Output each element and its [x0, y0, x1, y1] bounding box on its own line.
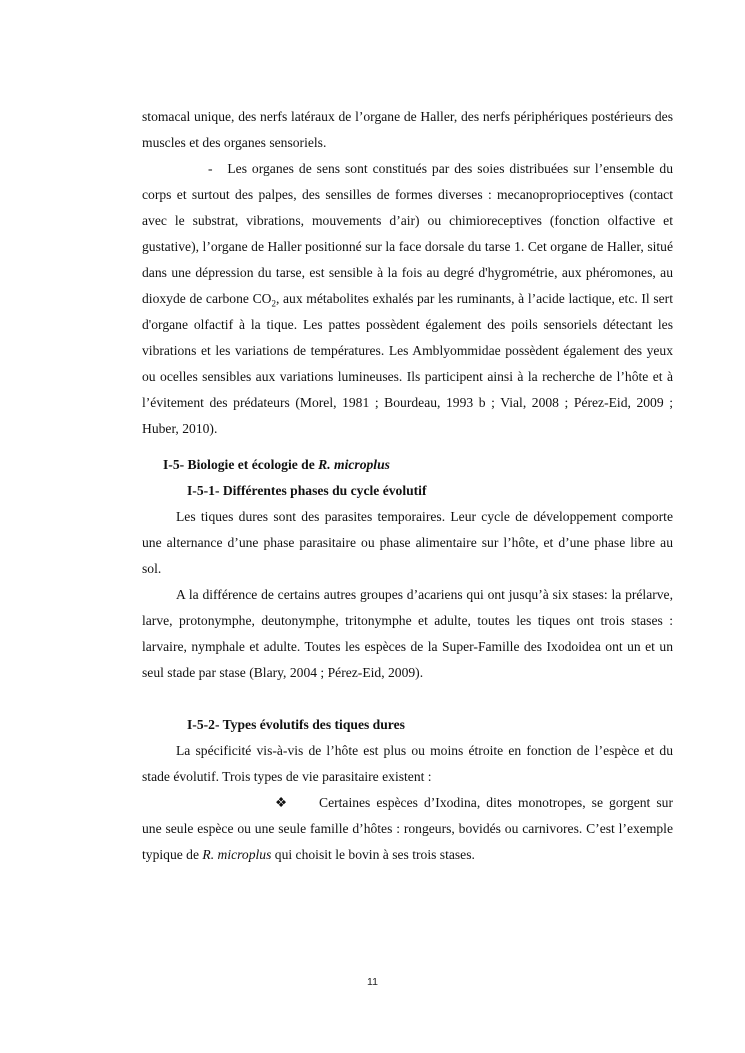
bullet-species: R. microplus	[202, 847, 272, 862]
list-dash: -	[208, 161, 213, 176]
bullet-item-monotropes	[142, 790, 673, 868]
page-number: 11	[367, 976, 378, 988]
paragraph-sense-organs	[142, 156, 673, 442]
section-heading-i51: I-5-1- Différentes phases du cycle évolutif	[187, 483, 427, 498]
section-heading-i5-species: R. microplus	[318, 457, 390, 472]
diamond-bullet-icon: ❖	[275, 795, 288, 810]
page-body	[142, 104, 673, 868]
bullet-text: Certaines espèces d’Ixodina, dites monotropes, se gorgent sur une seule espèce ou une seule famille d’hôtes : rongeurs, bovidés ou carnivores. C’est l’exemple typique de	[142, 795, 673, 862]
section-heading-i52: I-5-2- Types évolutifs des tiques dures	[187, 717, 405, 732]
sense-organs-text-end: , aux métabolites exhalés par les ruminants, à l’acide lactique, etc. Il sert d'organe olfactif à la tique. Les pattes possèdent également des poils sensoriels détectant les vibrations et les variations de températures. Les Amblyommidae possèdent également des yeux ou ocelles sensibles aux variations lumineuses. Ils participent ainsi à la recherche de l’hôte et à l’évitement des prédateurs (Morel, 1981 ; Bourdeau, 1993 b ; Vial, 2008 ; Pérez-Eid, 2009 ; Huber, 2010).	[142, 291, 673, 436]
co2-subscript: 2	[271, 298, 276, 309]
bullet-text-end: qui choisit le bovin à ses trois stases.	[271, 847, 475, 862]
paragraph-cycle-phases: Les tiques dures sont des parasites temporaires. Leur cycle de développement comporte une alternance d’une phase parasitaire ou phase alimentaire sur l’hôte, et d’une phase libre au sol.	[142, 509, 673, 576]
paragraph-host-specificity: La spécificité vis-à-vis de l’hôte est plus ou moins étroite en fonction de l’espèce et du stade évolutif. Trois types de vie parasitaire existent :	[142, 743, 673, 784]
paragraph-stases: A la différence de certains autres groupes d’acariens qui ont jusqu’à six stases: la prélarve, larve, protonymphe, deutonymphe, tritonymphe et adulte, toutes les tiques ont trois stases : larvaire, nymphale et adulte. Toutes les espèces de la Super-Famille des Ixodoidea ont un et un seul stade par stase (Blary, 2004 ; Pérez-Eid, 2009).	[142, 587, 673, 680]
section-heading-i5-prefix: I-5- Biologie et écologie de	[163, 457, 319, 472]
paragraph-nervous-system: stomacal unique, des nerfs latéraux de l’organe de Haller, des nerfs périphériques postérieurs des muscles et des organes sensoriels.	[142, 109, 673, 150]
section-heading-i5	[142, 452, 673, 478]
sense-organs-text: Les organes de sens sont constitués par des soies distribuées sur l’ensemble du corps et surtout des palpes, des sensilles de formes diverses : mecanoproprioceptives (contact avec le substrat, vibrations, mouvements d’air) ou chimioreceptives (fonction olfactive et gustative), l’organe de Haller positionné sur la face dorsale du tarse 1. Cet organe de Haller, situé dans une dépression du tarse, est sensible à la fois au degré d'hygrométrie, aux phéromones, au dioxyde de carbone CO	[142, 161, 673, 306]
